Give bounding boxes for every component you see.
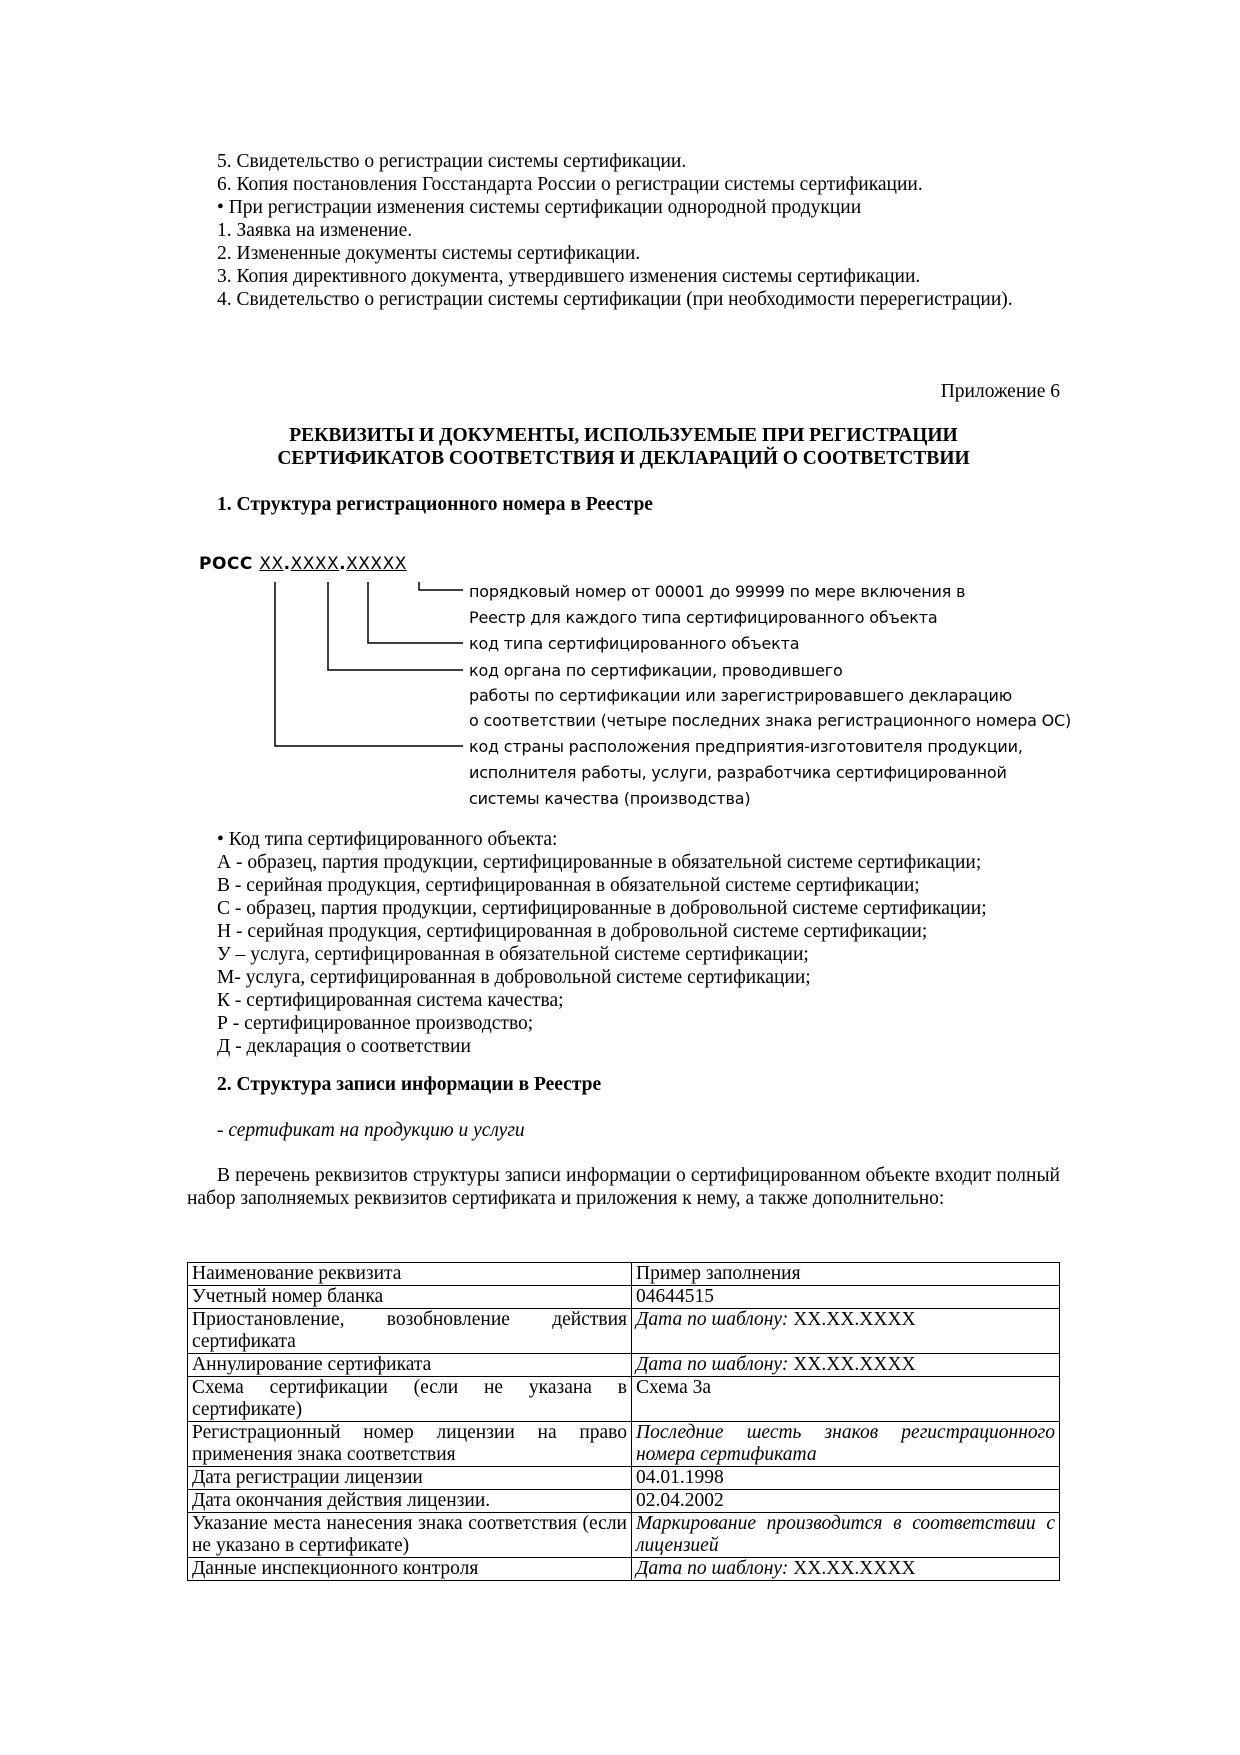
table-cell-example: 04.01.1998 xyxy=(632,1467,1060,1490)
table-header-row xyxy=(188,1263,1060,1286)
list-item: 6. Копия постановления Госстандарта России о регистрации системы сертификации. xyxy=(217,174,923,195)
diagram-label: код органа по сертификации, проводившего xyxy=(469,661,843,680)
table-cell-example: Схема 3а xyxy=(632,1377,1060,1422)
table-cell-name: Учетный номер бланка xyxy=(188,1286,632,1309)
table-cell-name: Дата окончания действия лицензии. xyxy=(188,1490,632,1513)
table-row xyxy=(188,1377,1060,1422)
table-cell-example: Дата по шаблону: XX.XX.XXXX xyxy=(632,1354,1060,1377)
diagram-label: работы по сертификации или зарегистрировавшего декларацию xyxy=(469,686,1013,705)
table-row xyxy=(188,1490,1060,1513)
list-item: К - сертифицированная система качества; xyxy=(217,990,564,1011)
subsection-title: - сертификат на продукцию и услуги xyxy=(217,1120,525,1141)
list-item: • При регистрации изменения системы сертификации однородной продукции xyxy=(217,197,862,218)
heading-line-2: СЕРТИФИКАТОВ СООТВЕТСТВИЯ И ДЕКЛАРАЦИЙ О СООТВЕТСТВИИ xyxy=(277,448,970,469)
table-row xyxy=(188,1422,1060,1467)
table-cell-example: 04644515 xyxy=(632,1286,1060,1309)
code-separator: . xyxy=(339,554,347,574)
diagram-label: Реестр для каждого типа сертифицированного объекта xyxy=(469,608,938,627)
requisites-table xyxy=(187,1262,1060,1581)
table-row xyxy=(188,1513,1060,1558)
table-row xyxy=(188,1354,1060,1377)
intro-list xyxy=(187,150,1060,311)
list-item: М- услуга, сертифицированная в добровольной системе сертификации; xyxy=(217,967,811,988)
table-row xyxy=(188,1309,1060,1354)
list-item: С - образец, партия продукции, сертифицированные в добровольной системе сертификации; xyxy=(217,898,987,919)
code-separator: . xyxy=(283,554,291,574)
connector-country xyxy=(275,582,463,746)
list-item: 4. Свидетельство о регистрации системы сертификации (при необходимости перерегистрации). xyxy=(217,289,1013,310)
list-item: 2. Измененные документы системы сертификации. xyxy=(217,243,641,264)
heading-line-1: РЕКВИЗИТЫ И ДОКУМЕНТЫ, ИСПОЛЬЗУЕМЫЕ ПРИ РЕГИСТРАЦИИ xyxy=(289,425,958,446)
table-cell-name: Дата регистрации лицензии xyxy=(188,1467,632,1490)
diagram-label: системы качества (производства) xyxy=(469,789,751,808)
section-1-title: 1. Структура регистрационного номера в Реестре xyxy=(217,494,653,515)
code-serial: XXXXX xyxy=(346,554,407,574)
table-cell-example: Дата по шаблону: XX.XX.XXXX xyxy=(632,1558,1060,1581)
table-cell-name: Данные инспекционного контроля xyxy=(188,1558,632,1581)
diagram-label: о соответствии (четыре последних знака регистрационного номера ОС) xyxy=(469,711,1072,730)
connector-serial xyxy=(419,582,463,590)
table-cell-name: Регистрационный номер лицензии на право применения знака соответствия xyxy=(188,1422,632,1467)
list-item: Д - декларация о соответствии xyxy=(217,1036,471,1057)
code-body: XXXX xyxy=(290,554,340,574)
table-cell-name: Аннулирование сертификата xyxy=(188,1354,632,1377)
table-cell-example: 02.04.2002 xyxy=(632,1490,1060,1513)
list-item: 1. Заявка на изменение. xyxy=(217,220,413,241)
table-row xyxy=(188,1467,1060,1490)
document-heading xyxy=(187,424,1060,470)
diagram-label: порядковый номер от 00001 до 99999 по мере включения в xyxy=(469,582,966,601)
table-header-cell: Наименование реквизита xyxy=(188,1263,632,1286)
list-item: 3. Копия директивного документа, утвердившего изменения системы сертификации. xyxy=(217,266,921,287)
body-paragraph: В перечень реквизитов структуры записи информации о сертифицированном объекте входит полный набор заполняемых реквизитов сертификата и приложения к нему, а также дополнительно: xyxy=(187,1165,1060,1209)
list-item: В - серийная продукция, сертифицированная в обязательной системе сертификации; xyxy=(217,875,920,896)
list-item: Н - серийная продукция, сертифицированная в добровольной системе сертификации; xyxy=(217,921,928,942)
list-item: У – услуга, сертифицированная в обязательной системе сертификации; xyxy=(217,944,809,965)
diagram-label: код страны расположения предприятия-изготовителя продукции, xyxy=(469,737,1023,756)
table-cell-name: Указание места нанесения знака соответствия (если не указано в сертификате) xyxy=(188,1513,632,1558)
type-code-list xyxy=(187,828,1060,1058)
list-item: 5. Свидетельство о регистрации системы сертификации. xyxy=(217,151,687,172)
diagram-label: код типа сертифицированного объекта xyxy=(469,634,800,653)
code-prefix: РОСС xyxy=(199,554,253,574)
appendix-label: Приложение 6 xyxy=(940,381,1060,402)
table-row xyxy=(188,1286,1060,1309)
list-item: • Код типа сертифицированного объекта: xyxy=(217,829,558,850)
table-header-cell: Пример заполнения xyxy=(632,1263,1060,1286)
list-item: Р - сертифицированное производство; xyxy=(217,1013,534,1034)
table-cell-example: Дата по шаблону: XX.XX.XXXX xyxy=(632,1309,1060,1354)
list-item: А - образец, партия продукции, сертифицированные в обязательной системе сертификации; xyxy=(217,852,982,873)
connector-body xyxy=(328,582,463,670)
connector-type xyxy=(368,582,463,643)
table-cell-name: Схема сертификации (если не указана в сертификате) xyxy=(188,1377,632,1422)
code-country: XX xyxy=(259,554,284,574)
table-cell-name: Приостановление, возобновление действия сертификата xyxy=(188,1309,632,1354)
table-cell-example: Последние шесть знаков регистрационного номера сертификата xyxy=(632,1422,1060,1467)
registration-number-diagram xyxy=(187,550,1147,820)
table-cell-example: Маркирование производится в соответствии с лицензией xyxy=(632,1513,1060,1558)
diagram-label: исполнителя работы, услуги, разработчика сертифицированной xyxy=(469,763,1007,782)
table-row xyxy=(188,1558,1060,1581)
section-2-title: 2. Структура записи информации в Реестре xyxy=(217,1074,602,1095)
